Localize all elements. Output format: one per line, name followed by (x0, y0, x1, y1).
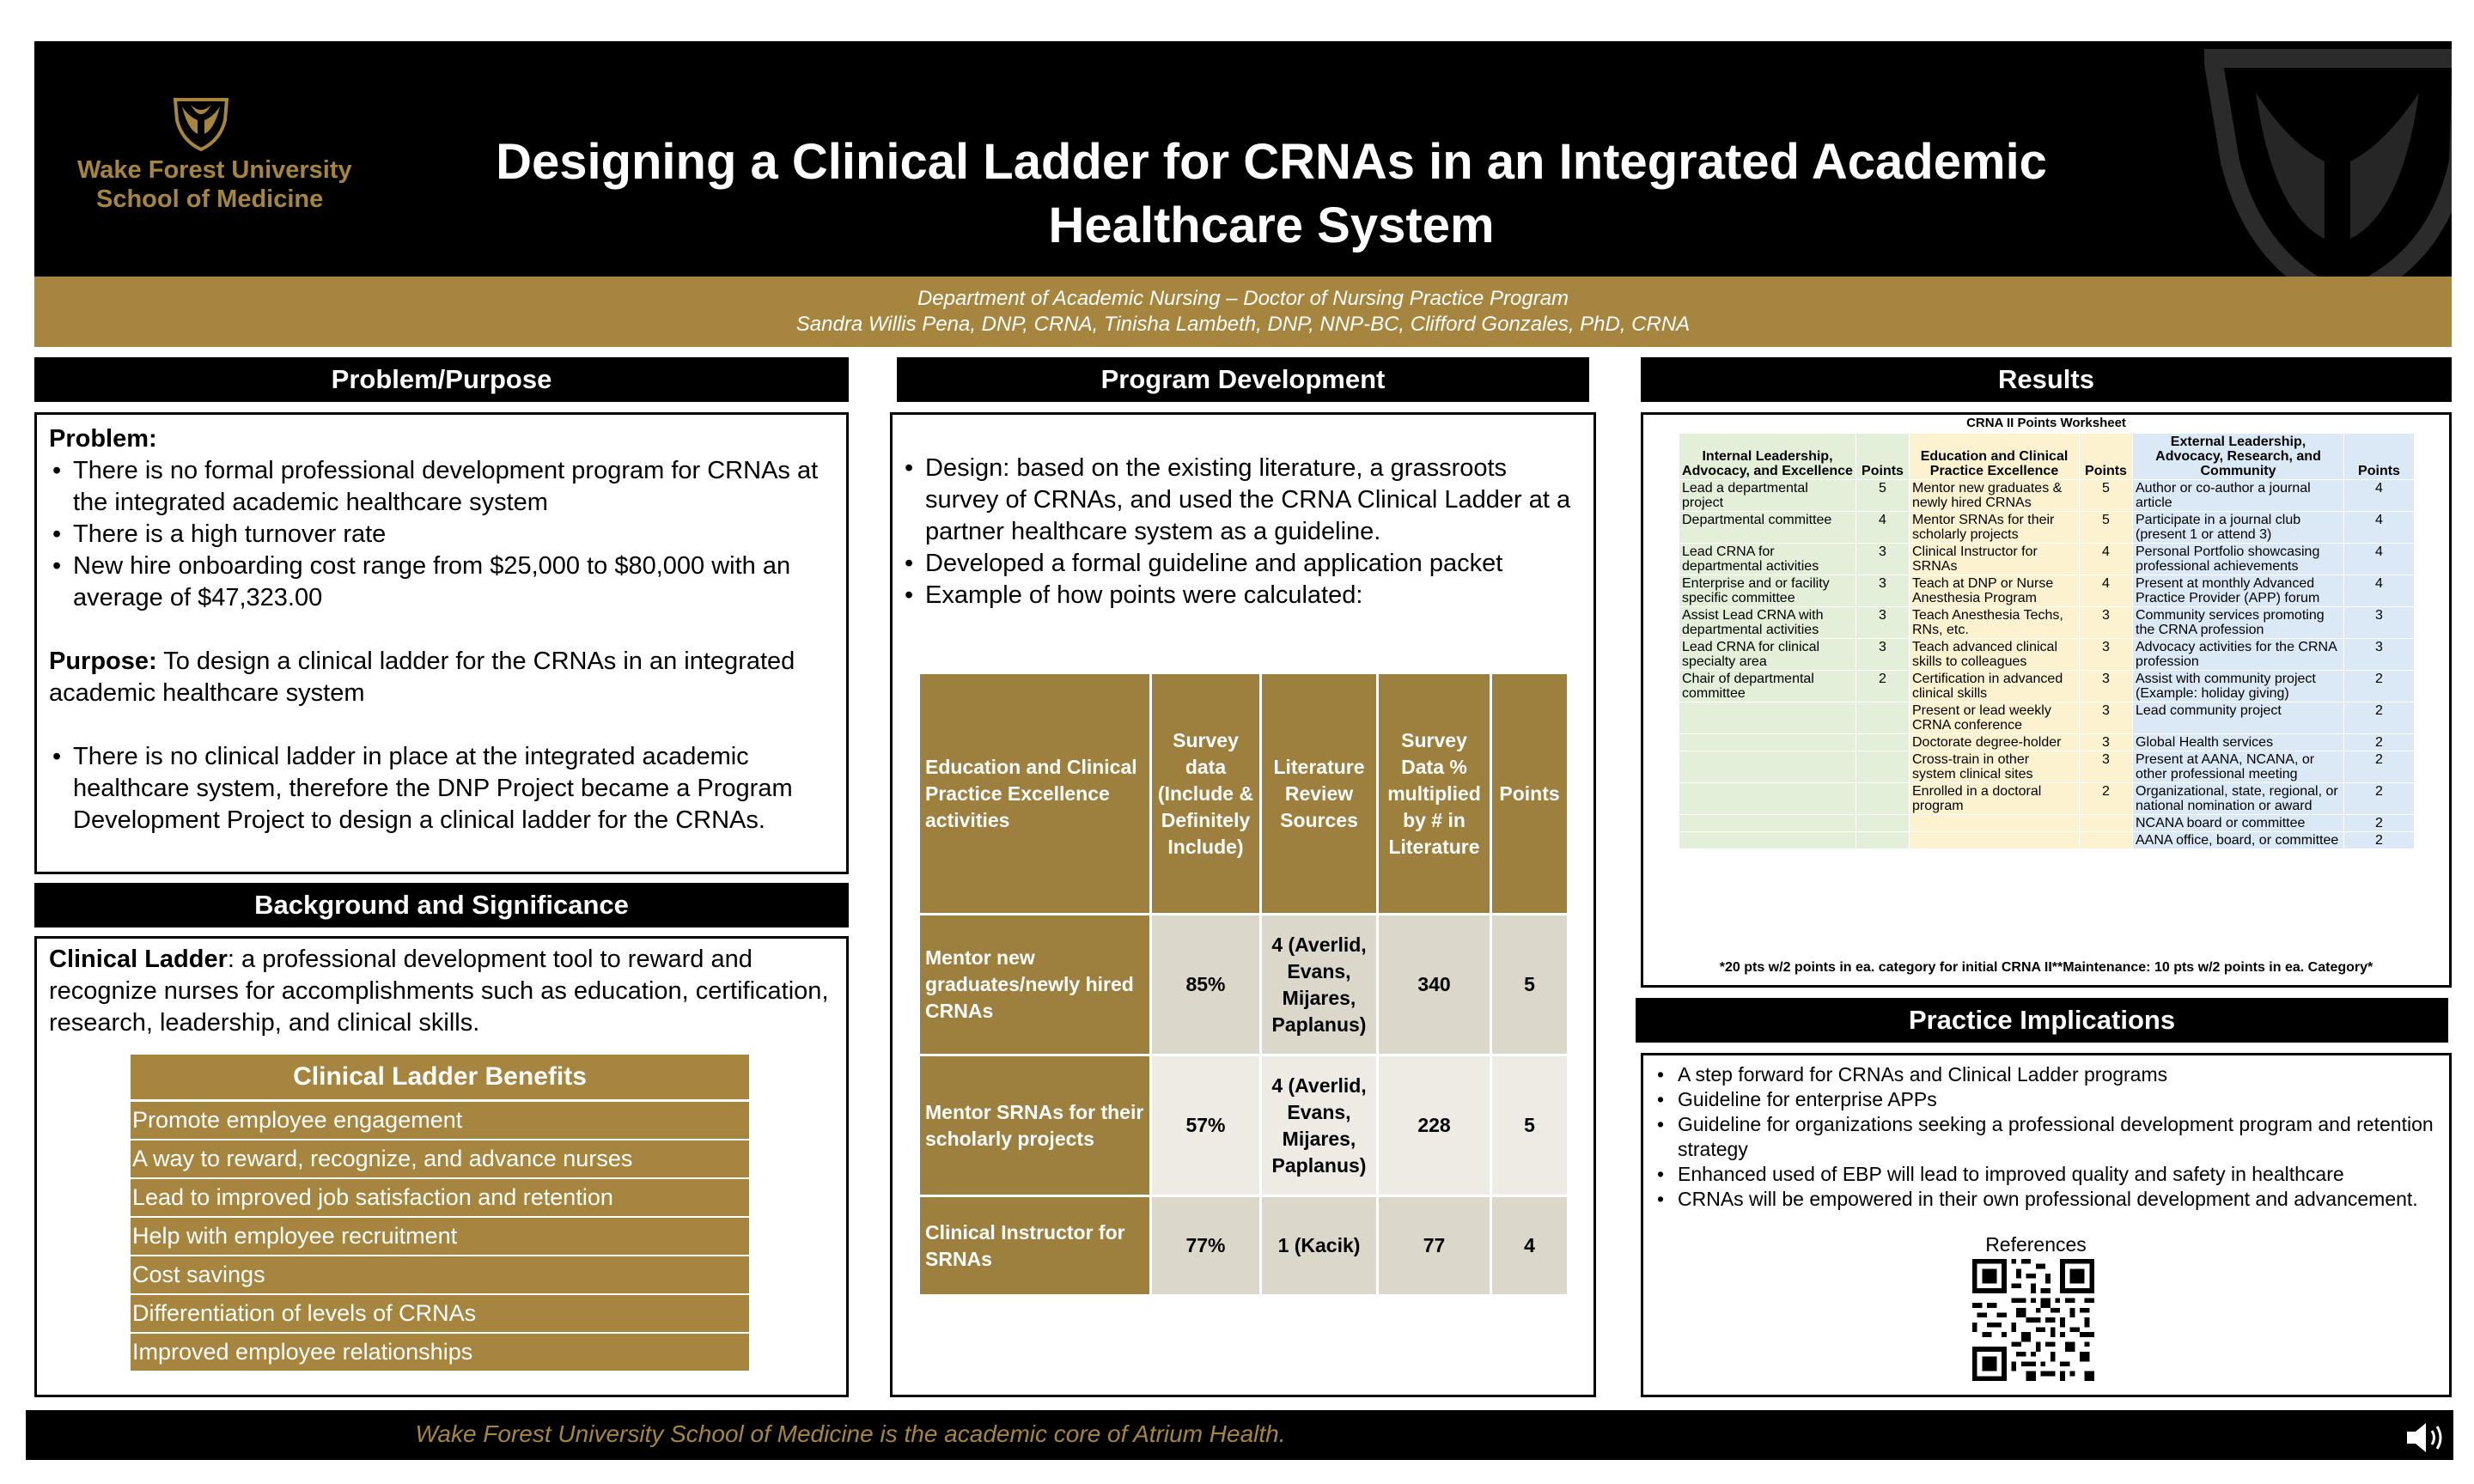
table-row (1679, 751, 2415, 783)
table-row (919, 915, 1569, 1055)
table-cell: 4 (1856, 512, 1910, 544)
table-cell: Certification in advanced clinical skills (1910, 671, 2080, 702)
definition-text: : a professional development tool to reward and recognize nurses for accomplishments such as education, certification, research, leadership, and clinical skills. (49, 946, 829, 1037)
table-row (1679, 815, 2415, 832)
references-label: References (1985, 1233, 2087, 1256)
table-header: Points (2344, 434, 2415, 480)
list-item: • Design: based on the existing literature, a grassroots survey of CRNAs, and used the CRNA Clinical Ladder at a partner healthcare system as a guideline. (901, 453, 1585, 548)
table-row (1679, 783, 2415, 815)
list-item: • There is no formal professional development program for CRNAs at the integrated academic healthcare system (49, 455, 834, 519)
table-cell: 2 (2344, 783, 2415, 815)
worksheet-body (1679, 480, 2415, 849)
table-row (1679, 734, 2415, 751)
table-cell: 4 (Averlid, Evans, Mijares, Paplanus) (1261, 1055, 1378, 1196)
purpose-statement (49, 646, 834, 709)
problem-list (49, 455, 834, 614)
table-row (1679, 575, 2415, 607)
table-cell: 340 (1378, 915, 1491, 1055)
table-cell: 4 (2344, 512, 2415, 544)
authors-line: Sandra Willis Pena, DNP, CRNA, Tinisha Lambeth, DNP, NNP-BC, Clifford Gonzales, PhD, CRNA (795, 313, 1691, 336)
table-cell: Enterprise and or facility specific committee (1679, 575, 1856, 607)
table-cell (1679, 832, 1856, 849)
table-cell: Mentor new graduates/newly hired CRNAs (919, 915, 1151, 1055)
table-cell (1910, 832, 2080, 849)
table-cell: 4 (Averlid, Evans, Mijares, Paplanus) (1261, 915, 1378, 1055)
table-cell (1679, 702, 1856, 734)
background-heading: Background and Significance (34, 883, 849, 928)
table-cell: 5 (1856, 480, 1910, 512)
table-cell: Clinical Instructor for SRNAs (1910, 544, 2080, 575)
table-cell: 2 (2080, 783, 2133, 815)
table-row (1679, 639, 2415, 671)
table-cell: 4 (1491, 1196, 1569, 1296)
table-cell: Lead CRNA for departmental activities (1679, 544, 1856, 575)
table-cell: 77 (1378, 1196, 1491, 1296)
table-cell: Personal Portfolio showcasing professional achievements (2133, 544, 2344, 575)
table-cell: 3 (2080, 671, 2133, 702)
table-cell (1856, 832, 1910, 849)
table-cell: Lead community project (2133, 702, 2344, 734)
table-cell: 1 (Kacik) (1261, 1196, 1378, 1296)
table-cell: Participate in a journal club (present 1 or attend 3) (2133, 512, 2344, 544)
table-cell: 3 (2080, 607, 2133, 639)
footer-text: Wake Forest University School of Medicine is the academic core of Atrium Health. (415, 1420, 1286, 1447)
table-header: Points (1856, 434, 1910, 480)
table-row: Improved employee relationships (131, 1334, 749, 1372)
table-row (1679, 607, 2415, 639)
table-header: Literature Review Sources (1261, 673, 1378, 915)
table-header: Points (2080, 434, 2133, 480)
table-row (1679, 512, 2415, 544)
speaker-icon[interactable] (2404, 1419, 2452, 1457)
table-row: Lead to improved job satisfaction and retention (131, 1179, 749, 1218)
table-row (1679, 480, 2415, 512)
poster-title: Designing a Clinical Ladder for CRNAs in an Integrated Academic Healthcare System (496, 134, 2047, 253)
table-cell: Advocacy activities for the CRNA profession (2133, 639, 2344, 671)
table-cell: 5 (1491, 1055, 1569, 1196)
table-cell: 3 (2080, 702, 2133, 734)
logo-text-line1: Wake Forest University (77, 156, 352, 184)
table-cell: 2 (2344, 832, 2415, 849)
shield-watermark-icon (2204, 41, 2452, 277)
table-cell: Present at AANA, NCANA, or other professional meeting (2133, 751, 2344, 783)
table-cell: Assist with community project (Example: holiday giving) (2133, 671, 2344, 702)
table-cell: 3 (2080, 751, 2133, 783)
table-row: Cost savings (131, 1256, 749, 1295)
table-cell: NCANA board or committee (2133, 815, 2344, 832)
points-worksheet (1679, 416, 2414, 984)
university-logo (77, 96, 352, 216)
list-item: • A step forward for CRNAs and Clinical Ladder programs (1654, 1062, 2439, 1087)
problem-purpose-heading: Problem/Purpose (34, 357, 849, 402)
table-cell: Lead CRNA for clinical specialty area (1679, 639, 1856, 671)
table-cell: Mentor SRNAs for their scholarly projects (919, 1055, 1151, 1196)
table-cell: 228 (1378, 1055, 1491, 1196)
table-row: A way to reward, recognize, and advance nurses (131, 1140, 749, 1179)
problem-label: Problem: (49, 425, 157, 453)
list-item: • Enhanced used of EBP will lead to improved quality and safety in healthcare (1654, 1162, 2439, 1187)
table-cell: Community services promoting the CRNA profession (2133, 607, 2344, 639)
table-cell (1856, 751, 1910, 783)
table-cell: 5 (2080, 512, 2133, 544)
table-cell: 3 (2080, 639, 2133, 671)
worksheet-note: *20 pts w/2 points in ea. category for initial CRNA II**Maintenance: 10 pts w/2 points in ea. Category* (1719, 960, 2373, 975)
benefits-title: Clinical Ladder Benefits (131, 1055, 749, 1102)
table-cell: 4 (2080, 544, 2133, 575)
table-row: Help with employee recruitment (131, 1218, 749, 1256)
definition-term: Clinical Ladder (49, 946, 228, 973)
program-development-heading: Program Development (897, 357, 1589, 402)
results-heading: Results (1641, 357, 2452, 402)
table-cell: Assist Lead CRNA with departmental activities (1679, 607, 1856, 639)
table-cell: Departmental committee (1679, 512, 1856, 544)
table-row: Differentiation of levels of CRNAs (131, 1295, 749, 1334)
table-cell: Enrolled in a doctoral program (1910, 783, 2080, 815)
table-cell: Doctorate degree-holder (1910, 734, 2080, 751)
table-cell: 57% (1151, 1055, 1261, 1196)
table-cell: 3 (2344, 607, 2415, 639)
table-cell: 5 (2080, 480, 2133, 512)
worksheet-header-row (1679, 434, 2415, 480)
table-header: Survey Data % multiplied by # in Literature (1378, 673, 1491, 915)
table-row (1679, 544, 2415, 575)
table-cell: Clinical Instructor for SRNAs (919, 1196, 1151, 1296)
list-item: • CRNAs will be empowered in their own professional development and advancement. (1654, 1187, 2439, 1212)
shield-icon (172, 96, 230, 151)
purpose-list (49, 741, 834, 836)
list-item: • There is a high turnover rate (49, 519, 834, 550)
table-cell: 4 (2344, 480, 2415, 512)
table-cell: 2 (1856, 671, 1910, 702)
table-cell (2080, 815, 2133, 832)
list-item: • There is no clinical ladder in place at the integrated academic healthcare system, therefore the DNP Project became a Program Development Project to design a clinical ladder for the CRNAs. (49, 741, 834, 836)
table-cell (2080, 832, 2133, 849)
worksheet-table (1679, 433, 2415, 849)
department-line: Department of Academic Nursing – Doctor of Nursing Practice Program (917, 287, 1569, 310)
table-cell: Teach at DNP or Nurse Anesthesia Program (1910, 575, 2080, 607)
table-cell: Global Health services (2133, 734, 2344, 751)
table-cell (1679, 783, 1856, 815)
table-cell: 3 (1856, 639, 1910, 671)
table-cell: Cross-train in other system clinical sites (1910, 751, 2080, 783)
table-cell: AANA office, board, or committee (2133, 832, 2344, 849)
purpose-text: To design a clinical ladder for the CRNAs in an integrated academic healthcare system (49, 648, 795, 707)
table-header: Education and Clinical Practice Excellence activities (919, 673, 1151, 915)
table-cell: 3 (1856, 575, 1910, 607)
table-row (1679, 671, 2415, 702)
list-item: • Guideline for organizations seeking a professional development program and retention strategy (1654, 1112, 2439, 1162)
table-row: Promote employee engagement (131, 1102, 749, 1140)
table-header: Education and Clinical Practice Excellence (1910, 434, 2080, 480)
table-cell: Present or lead weekly CRNA conference (1910, 702, 2080, 734)
table-cell: Present at monthly Advanced Practice Provider (APP) forum (2133, 575, 2344, 607)
table-row (919, 1196, 1569, 1296)
table-cell: 4 (2344, 544, 2415, 575)
clinical-ladder-definition (49, 944, 834, 1039)
table-cell: 3 (2080, 734, 2133, 751)
table-cell: Lead a departmental project (1679, 480, 1856, 512)
list-item: • Developed a formal guideline and application packet (901, 548, 1585, 580)
table-cell: 77% (1151, 1196, 1261, 1296)
purpose-label: Purpose: (49, 648, 157, 675)
table-row (1679, 832, 2415, 849)
table-cell: Mentor new graduates & newly hired CRNAs (1910, 480, 2080, 512)
table-cell: 2 (2344, 815, 2415, 832)
table-cell: 2 (2344, 702, 2415, 734)
table-cell: 3 (1856, 607, 1910, 639)
problem-purpose-panel (34, 412, 849, 874)
table-cell: 4 (2344, 575, 2415, 607)
implications-list (1654, 1062, 2439, 1212)
table-cell: 5 (1491, 915, 1569, 1055)
table-cell (1679, 734, 1856, 751)
table-cell: Teach advanced clinical skills to colleagues (1910, 639, 2080, 671)
table-row (919, 1055, 1569, 1196)
benefits-table (131, 1055, 749, 1372)
table-header: Internal Leadership, Advocacy, and Excellence (1679, 434, 1856, 480)
table-cell (1910, 815, 2080, 832)
table-cell: Author or co-author a journal article (2133, 480, 2344, 512)
table-cell: 2 (2344, 671, 2415, 702)
table-cell (1679, 815, 1856, 832)
table-header: External Leadership, Advocacy, Research, and Community (2133, 434, 2344, 480)
table-cell: 4 (2080, 575, 2133, 607)
table-cell: 3 (1856, 544, 1910, 575)
table-cell (1856, 702, 1910, 734)
program-development-list (901, 453, 1585, 611)
list-item: • New hire onboarding cost range from $25,000 to $80,000 with an average of $47,323.00 (49, 550, 834, 614)
list-item: • Guideline for enterprise APPs (1654, 1087, 2439, 1112)
table-cell: Chair of departmental committee (1679, 671, 1856, 702)
practice-implications-heading: Practice Implications (1636, 998, 2448, 1043)
worksheet-title: CRNA II Points Worksheet (1966, 416, 2126, 430)
qr-code[interactable] (1972, 1259, 2094, 1381)
table-cell: Mentor SRNAs for their scholarly projects (1910, 512, 2080, 544)
table-header: Points (1491, 673, 1569, 915)
table-cell (1856, 783, 1910, 815)
table-row (1679, 702, 2415, 734)
table-cell: 3 (2344, 639, 2415, 671)
table-cell (1856, 734, 1910, 751)
table-cell: 2 (2344, 734, 2415, 751)
list-item: • Example of how points were calculated: (901, 580, 1585, 611)
table-cell (1856, 815, 1910, 832)
table-cell: Teach Anesthesia Techs, RNs, etc. (1910, 607, 2080, 639)
table-cell (1679, 751, 1856, 783)
logo-text-line2: School of Medicine (96, 186, 324, 213)
table-cell: 85% (1151, 915, 1261, 1055)
table-cell: 2 (2344, 751, 2415, 783)
points-example-table (917, 672, 1569, 1297)
table-cell: Organizational, state, regional, or national nomination or award (2133, 783, 2344, 815)
table-header: Survey data (Include & Definitely Include) (1151, 673, 1261, 915)
